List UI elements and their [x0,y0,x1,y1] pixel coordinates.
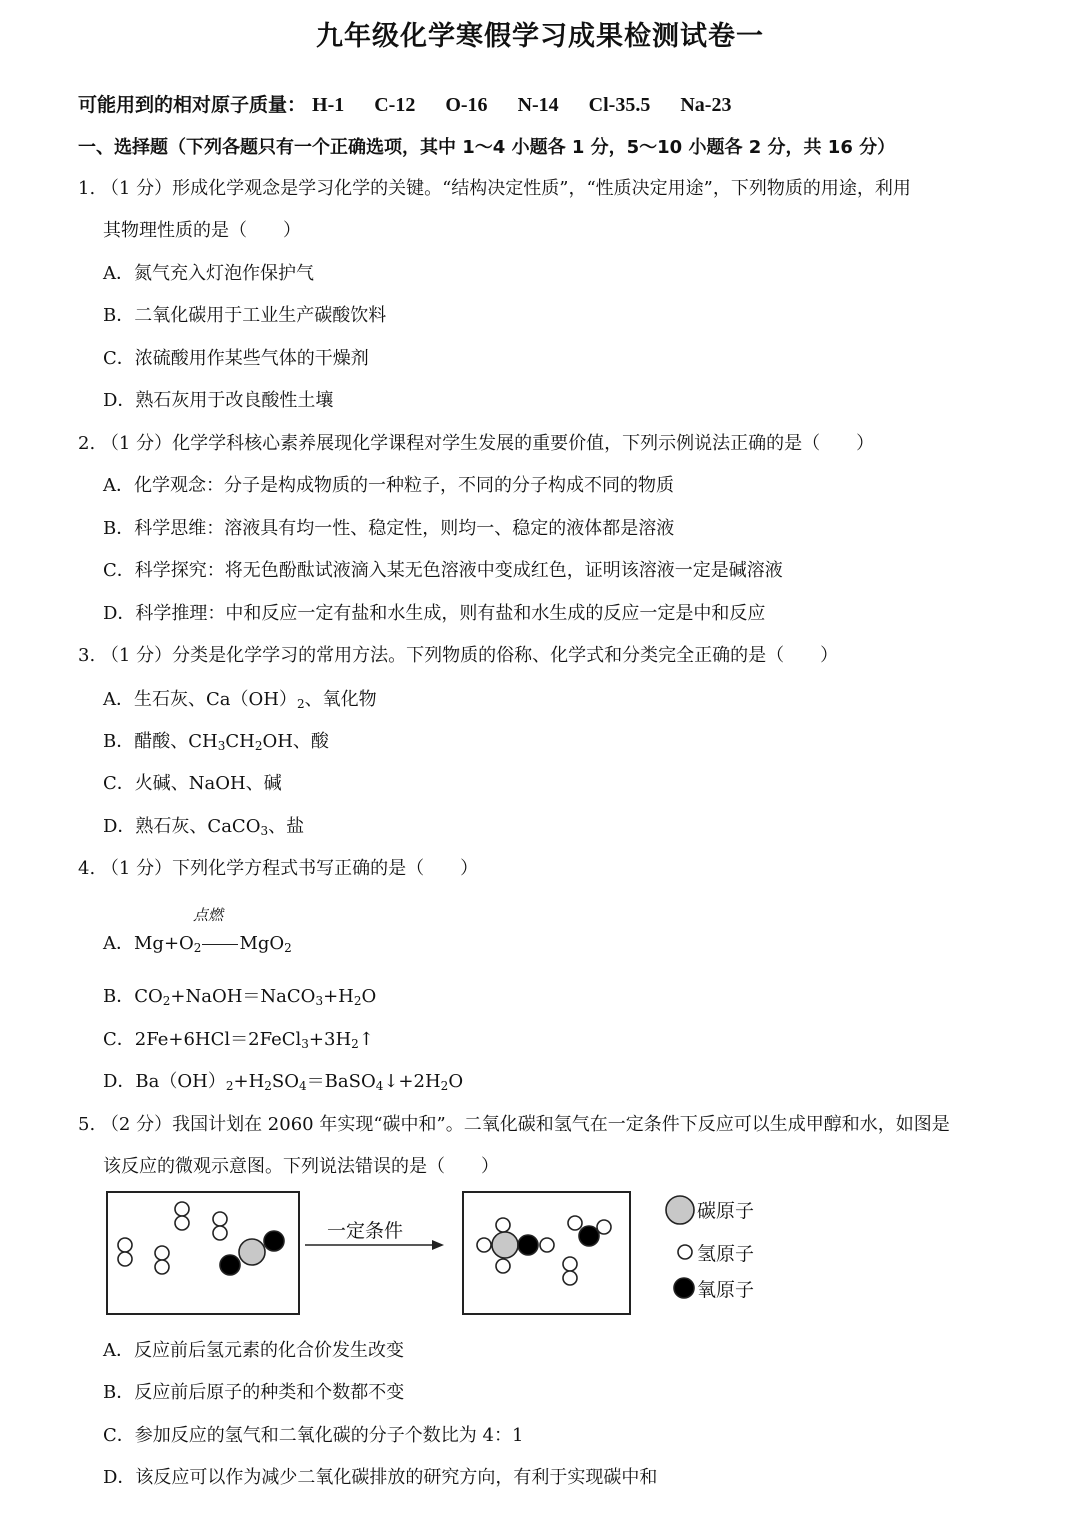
atomic-masses-label: 可能用到的相对原子质量： [78,94,307,116]
hydrogen-atom [477,1238,491,1252]
hydrogen-atom [118,1238,132,1252]
q1-option-a: A．氮气充入灯泡作保护气 [103,263,314,284]
legend-carbon-label: 碳原子 [697,1200,755,1222]
q4-stem: 4. （1 分）下列化学方程式书写正确的是（ ） [78,858,479,879]
hydrogen-atom [563,1271,577,1285]
q5-option-b: B．反应前后原子的种类和个数都不变 [103,1382,405,1403]
mass-item: H-1 [312,94,345,116]
q4-a-condition: 点燃 [193,906,224,924]
mass-item: N-14 [517,94,559,116]
q3-option-d: D．熟石灰、CaCO$_3$、盐 [103,816,305,838]
legend-hydrogen-icon [678,1245,692,1259]
hydrogen-atom [496,1259,510,1273]
mass-item: Cl-35.5 [588,94,651,116]
hydrogen-atom [563,1257,577,1271]
q2-option-d: D．科学推理：中和反应一定有盐和水生成，则有盐和水生成的反应一定是中和反应 [103,603,766,624]
q4-option-d: D．$Ba(OH)_2+H_2SO_4=BaSO_4↓+2H_2O$ [103,1071,464,1093]
q2-option-b: B．科学思维：溶液具有均一性、稳定性，则均一、稳定的液体都是溶液 [103,518,675,539]
mass-item: C-12 [374,94,416,116]
hydrogen-atom [213,1212,227,1226]
hydrogen-atom [496,1218,510,1232]
q1-stem: 1. （1 分）形成化学观念是学习化学的关键。“结构决定性质”，“性质决定用途”，下列物质的用途，利用 [78,178,911,199]
legend-oxygen-icon [674,1278,694,1298]
q3-option-b: B．醋酸、$CH_3CH_2OH$、酸 [103,731,329,753]
q1-option-d: D．熟石灰用于改良酸性土壤 [103,390,334,411]
diagram-condition: 一定条件 [327,1220,404,1242]
legend-oxygen-label: 氧原子 [697,1279,755,1301]
hydrogen-atom [175,1202,189,1216]
q5-option-c: C．参加反应的氢气和二氧化碳的分子个数比为 4：1 [103,1425,524,1446]
hydrogen-atom [213,1226,227,1240]
q3-option-c: C．火碱、NaOH、碱 [103,773,282,794]
q1-option-b: B．二氧化碳用于工业生产碳酸饮料 [103,305,387,326]
hydrogen-atom [155,1246,169,1260]
q1-stem-cont: 其物理性质的是（ ） [103,220,301,241]
legend-hydrogen-label: 氢原子 [697,1243,755,1265]
q4-option-b: B．$CO_2+NaOH=NaCO_3+H_2O$ [103,986,377,1008]
q3-stem: 3. （1 分）分类是化学学习的常用方法。下列物质的俗称、化学式和分类完全正确的是（ ） [78,645,839,666]
hydrogen-atom [175,1216,189,1230]
hydrogen-atom [568,1216,582,1230]
carbon-atom [492,1232,518,1258]
legend-carbon-icon [666,1196,694,1224]
q1-option-c: C．浓硫酸用作某些气体的干燥剂 [103,348,369,369]
mass-item: Na-23 [680,94,732,116]
oxygen-atom [518,1235,538,1255]
carbon-atom [239,1239,265,1265]
oxygen-atom [579,1226,599,1246]
hydrogen-atom [155,1260,169,1274]
oxygen-atom [264,1231,284,1251]
section-heading: 一、选择题（下列各题只有一个正确选项，其中 1～4 小题各 1 分，5～10 小题各 2 分，共 16 分） [78,137,896,158]
q4-option-a: A．$Mg+O_2$ MgO$_2$ [103,933,292,955]
hydrogen-atom [118,1252,132,1266]
q2-option-c: C．科学探究：将无色酚酞试液滴入某无色溶液中变成红色，证明该溶液一定是碱溶液 [103,560,783,581]
q5-option-a: A．反应前后氢元素的化合价发生改变 [103,1340,404,1361]
q5-stem-cont: 该反应的微观示意图。下列说法错误的是（ ） [103,1156,499,1177]
q5-option-d: D．该反应可以作为减少二氧化碳排放的研究方向，有利于实现碳中和 [103,1467,658,1488]
mass-item: O-16 [445,94,488,116]
q5-stem: 5. （2 分）我国计划在 2060 年实现“碳中和”。二氧化碳和氢气在一定条件下反应可以生成甲醇和水，如图是 [78,1114,950,1135]
hydrogen-atom [597,1220,611,1234]
q2-option-a: A．化学观念：分子是构成物质的一种粒子，不同的分子构成不同的物质 [103,475,674,496]
arrow-head-icon [432,1240,444,1250]
q4-option-c: C．$2Fe+6HCl=2FeCl_3+3H_2↑$ [103,1029,374,1051]
page-title: 九年级化学寒假学习成果检测试卷一 [316,21,764,52]
hydrogen-atom [540,1238,554,1252]
oxygen-atom [220,1255,240,1275]
q3-option-a: A．生石灰、$Ca(OH)_2$、氧化物 [103,689,377,711]
q2-stem: 2. （1 分）化学学科核心素养展现化学课程对学生发展的重要价值，下列示例说法正确的是（ ） [78,433,875,454]
